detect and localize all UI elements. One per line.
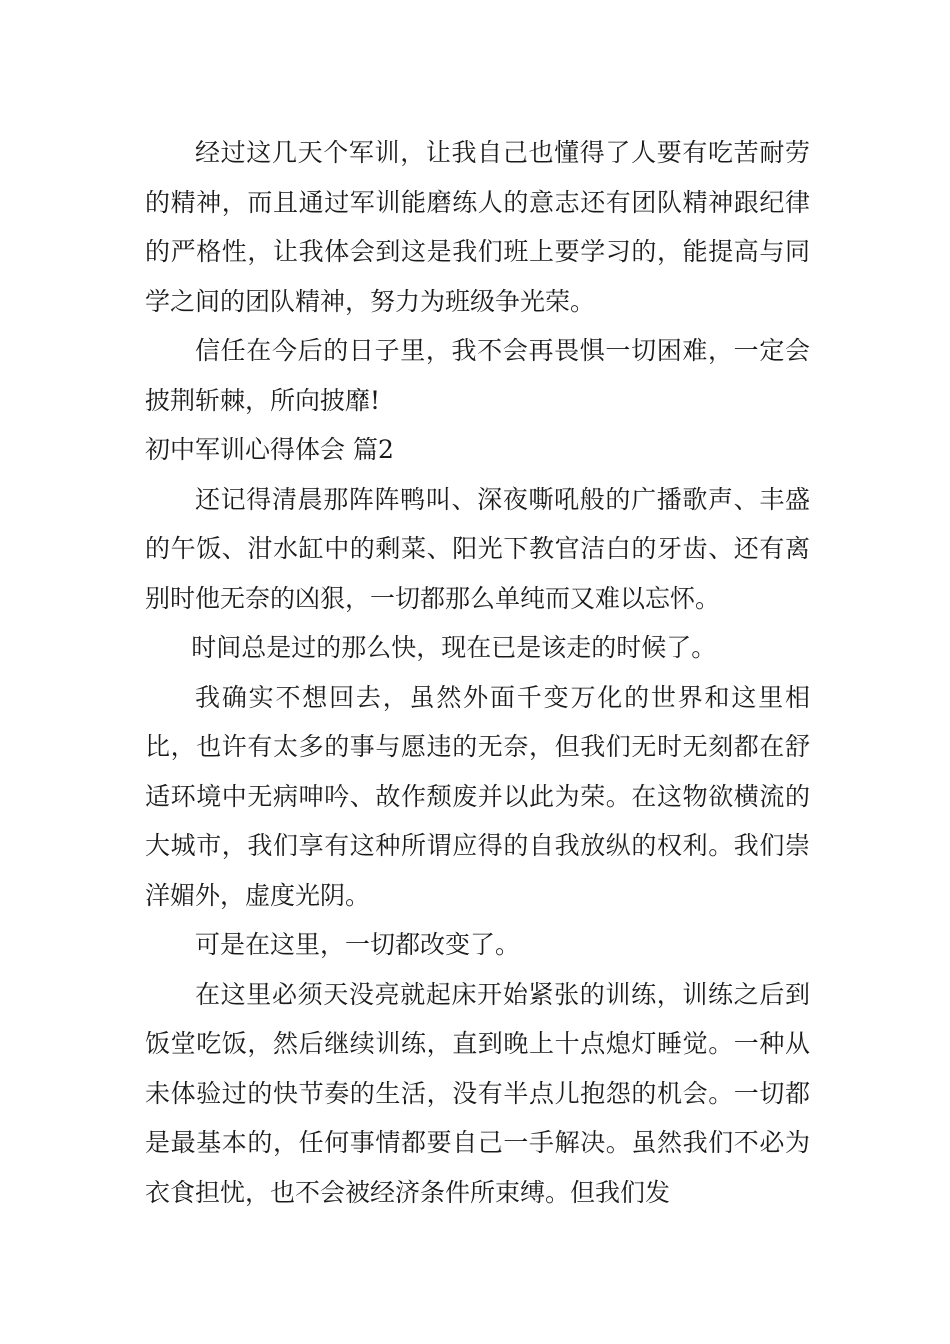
document-page <box>145 128 810 1217</box>
paragraph-trust-future: 信任在今后的日子里，我不会再畏惧一切困难，一定会披荆斩棘，所向披靡! <box>145 336 810 415</box>
paragraph-not-want-return: 我确实不想回去，虽然外面千变万化的世界和这里相比，也许有太多的事与愿违的无奈，但我们无时无刻都在舒适环境中无病呻吟、故作颓废并以此为荣。在这物欲横流的大城市，我们享有这种所谓应得的自我放纵的权利。我们崇洋媚外，虚度光阴。 <box>145 682 810 910</box>
paragraph-time-passes: 时间总是过的那么快，现在已是该走的时候了。 <box>191 633 717 662</box>
paragraph-daily-routine: 在这里必须天没亮就起床开始紧张的训练，训练之后到饭堂吃饭，然后继续训练，直到晚上十点熄灯睡觉。一种从未体验过的快节奏的生活，没有半点儿抱怨的机会。一切都是最基本的，任何事情都要自己一手解决。虽然我们不必为衣食担忧，也不会被经济条件所束缚。但我们发 <box>145 979 810 1207</box>
section-heading: 初中军训心得体会 篇2 <box>145 435 394 464</box>
paragraph-everything-changed: 可是在这里，一切都改变了。 <box>195 930 521 959</box>
paragraph-military-training-spirit: 经过这几天个军训，让我自己也懂得了人要有吃苦耐劳的精神，而且通过军训能磨练人的意志还有团队精神跟纪律的严格性，让我体会到这是我们班上要学习的，能提高与同学之间的团队精神，努力为班级争光荣。 <box>145 138 810 316</box>
paragraph-memories: 还记得清晨那阵阵鸭叫、深夜嘶吼般的广播歌声、丰盛的午饭、泔水缸中的剩菜、阳光下教官洁白的牙齿、还有离别时他无奈的凶狠，一切都那么单纯而又难以忘怀。 <box>145 484 810 613</box>
